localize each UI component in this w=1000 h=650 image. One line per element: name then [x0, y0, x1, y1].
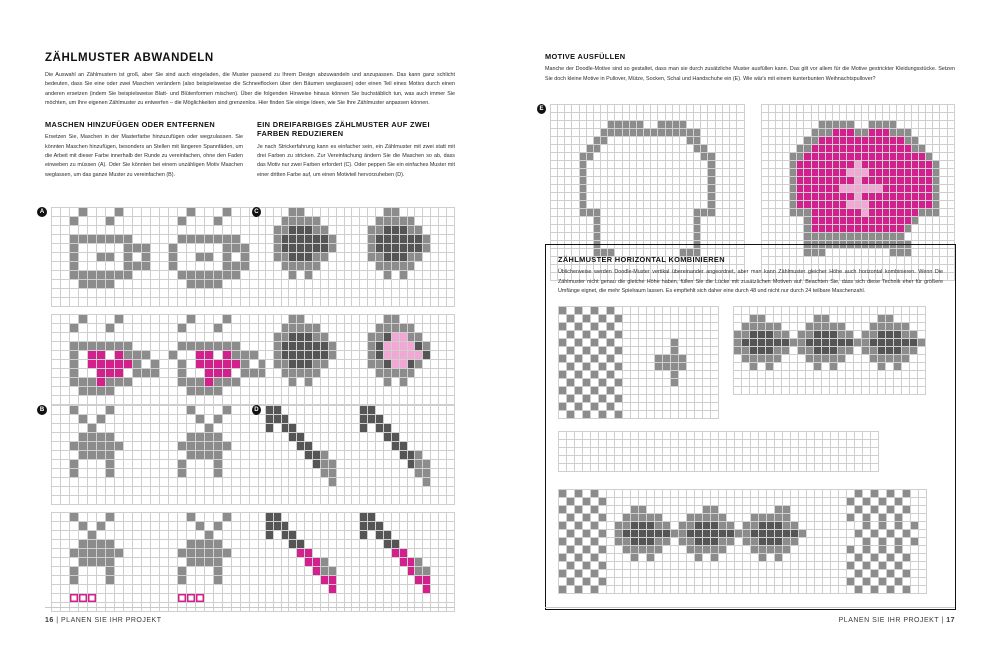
badge-d: D — [252, 405, 261, 415]
right-footer-rule — [545, 607, 955, 608]
chart-group-C — [252, 207, 455, 414]
chart-group-A — [37, 207, 268, 414]
left-footer-sep: | — [56, 617, 62, 624]
chart-C1 — [265, 207, 455, 307]
right-footer-sep: | — [941, 617, 947, 624]
text-motive-ausfuellen: Manche der Doodle-Motive sind so gestaltet, dass man sie durch zusätzliche Muster ausfüllen kann. Das gilt vor allem für die Motive gestrickter Kleidungsstücke. Setzen Sie doch kleine Motive in Pullover, Mütze, Socken, Schal und Handschuhe ein (E). Wie wär's mit einem kunterbunten Weihnachtspullover? — [545, 66, 955, 82]
chart-H1 — [558, 489, 927, 594]
text-horizontal-kombinieren: Üblicherweise werden Doodle-Muster vertikal übereinander angeordnet, aber man kann Zählmuster gleicher Höhe auch horizontal kombinieren. Wenn Die Zählmuster nicht genau die gleiche Höhe haben, füllen Sie die Lücke mit zusätzlichen Motiven auf. Beachten Sie, dass sich diese Technik eher für größere Umfänge eignet, die mehr Spielraum lassen. Es empfiehlt sich daher eine durch 48 und nicht nur durch 24 teilbare Maschenzahl. — [558, 269, 943, 294]
chart-G1 — [558, 431, 879, 472]
heading-motive-ausfuellen: MOTIVE AUSFÜLLEN — [545, 52, 626, 61]
heading-dreifarbig: EIN DREIFARBIGES ZÄHLMUSTER AUF ZWEI FARBEN REDUZIEREN — [257, 120, 430, 139]
text-maschen: Ersetzen Sie, Maschen in der Masterfarbe hinzuzufügen oder wegzulassen. Sie könnten Maschen hinzufügen, besonders an Stellen mit längeren Spannfäden, um die Arbeit mit dieser Farbe innerhalb der Runde zu vereinfachen, ohne den Faden einweben zu müssen (A). Oder Sie könnten bei einem unzähligen Motiv Maschen weglassen, um das ganze Muster zu vereinfachen (B). — [45, 134, 243, 178]
chart-F1 — [558, 306, 719, 419]
chart-F2 — [733, 306, 926, 395]
left-column-2 — [257, 120, 455, 185]
chart-B2 — [51, 512, 268, 612]
badge-e: E — [537, 104, 546, 114]
left-column-1 — [45, 120, 243, 185]
boxed-section — [545, 244, 956, 610]
chart-B1 — [51, 405, 268, 505]
badge-b: B — [37, 405, 47, 415]
heading-horizontal-kombinieren: ZÄHLMUSTER HORIZONTAL KOMBINIEREN — [558, 255, 725, 264]
chart-D1 — [265, 405, 455, 505]
chart-A1 — [51, 207, 268, 307]
badge-a: A — [37, 207, 47, 217]
chart-A2 — [51, 314, 268, 414]
text-dreifarbig: Je nach Strickerfahrung kann es einfacher sein, ein Zählmuster mit zwei statt mit drei Farben zu stricken. Zur Vereinfachung ändern Sie die Maschen so ab, dass das Motiv nur zwei Farben erfordert (C). Oder peppen Sie ein einfaches Muster mit einer dritten Farbe auf, um einen Motivteil hervorzuheben (D). — [257, 143, 455, 178]
badge-c: C — [252, 207, 261, 217]
right-footer-text: PLANEN SIE IHR PROJEKT — [838, 617, 939, 624]
right-page — [500, 0, 1000, 650]
chart-group-B — [37, 405, 268, 612]
left-footer — [45, 617, 161, 624]
left-page-number: 16 — [45, 617, 54, 624]
page-title: ZÄHLMUSTER ABWANDELN — [45, 52, 214, 64]
chart-D2 — [265, 512, 455, 612]
intro-paragraph: Die Auswahl an Zählmustern ist groß, aber Sie sind auch eingeladen, die Muster passend zu Ihrem Design abzuwandeln und anzupassen. Das kann ganz schlicht bedeuten, dass Sie eine oder zwei Maschen verändern (also beispielsweise die Schneeflocken über den Bäumen weglassen) oder einen Teil eines Motivs durch einen anderen ersetzen (indem Sie beispielsweise Blatt- und Blütenformen mischen). Über die folgenden Hinweise hinaus können Sie buchstäblich tun, was auch immer Sie möchten, um Ihre eigenen Zählmuster zu entwerfen – die Möglichkeiten sind grenzenlos. Hier finden Sie einige Ideen, wie Sie Ihre Zählmuster anpassen können. — [45, 72, 455, 106]
right-footer — [839, 617, 955, 624]
right-page-number: 17 — [946, 617, 955, 624]
chart-group-D — [252, 405, 455, 612]
heading-maschen: MASCHEN HINZUFÜGEN ODER ENTFERNEN — [45, 120, 216, 130]
left-footer-text: PLANEN SIE IHR PROJEKT — [61, 617, 162, 624]
left-footer-rule — [45, 607, 455, 608]
chart-C2 — [265, 314, 455, 414]
